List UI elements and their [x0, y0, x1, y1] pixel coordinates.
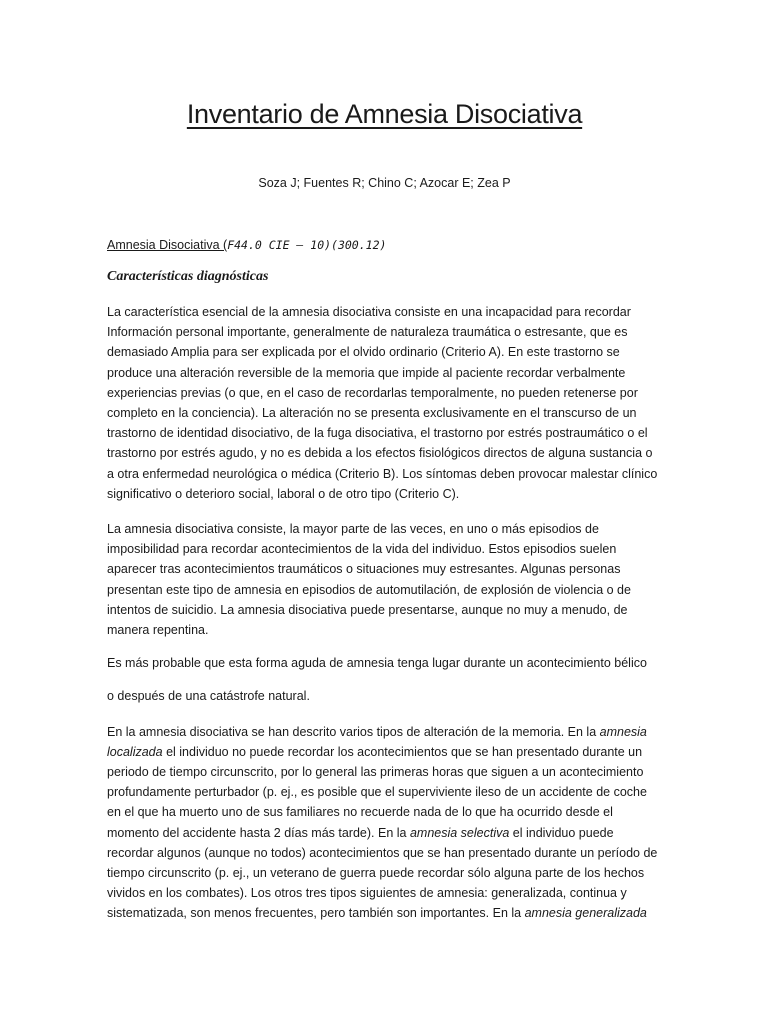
- p5-text-c: el individuo no puede recordar los acontecimientos que se han presentado durante un periodo de tiempo circunscrito, por lo general las primeras horas que siguen a un acontecimiento profundamente perturbador (p. ej., es posible que el superviviente ileso de un accidente de coche en el que ha muerto uno de sus familiares no recuerde nada de lo que ha ocurrido desde el momento del accidente hasta 2 días más tarde). En la: [107, 744, 647, 840]
- paragraph-4: o después de una catástrofe natural.: [107, 689, 310, 704]
- p5-text-a: En la amnesia disociativa se han descrito varios tipos de alteración de la memoria. En la: [107, 724, 600, 739]
- subheading: Características diagnósticas: [107, 269, 269, 284]
- paragraph-5: [107, 722, 662, 924]
- p5-text-e: el individuo puede recordar algunos (aunque no todos) acontecimientos que se han presentado durante un período de tiempo circunscrito (p. ej., un veterano de guerra puede recordar sólo alguna parte de los hechos vividos en los combates). Los otros tres tipos siguientes de amnesia: generalizada, continua y sistematizada, son menos frecuentes, pero también son importantes. En la: [107, 825, 658, 921]
- section-heading: [107, 236, 662, 254]
- term-generalized-amnesia: amnesia generalizada: [524, 906, 647, 921]
- term-selective-amnesia: amnesia selectiva: [409, 825, 510, 840]
- paragraph-2: La amnesia disociativa consiste, la mayor parte de las veces, en uno o más episodios de imposibilidad para recordar acontecimientos de la vida del individuo. Estos episodios suelen aparecer tras acontecimientos traumáticos o situaciones muy estresantes. Algunas personas presentan este tipo de amnesia en episodios de automutilación, de explosión de violencia o de intentos de suicidio. La amnesia disociativa puede presentarse, aunque no muy a menudo, de manera repentina.: [107, 522, 631, 638]
- author-list: Soza J; Fuentes R; Chino C; Azocar E; Zea P: [258, 176, 511, 190]
- paragraph-3: Es más probable que esta forma aguda de amnesia tenga lugar durante un acontecimiento bélico: [107, 656, 647, 671]
- document-title: Inventario de Amnesia Disociativa: [186, 99, 583, 129]
- term-localized-amnesia: amnesia localizada: [107, 724, 647, 759]
- paragraph-1: La característica esencial de la amnesia disociativa consiste en una incapacidad para recordar Información personal importante, generalmente de naturaleza traumática o estresante, que es demasiado Amplia para ser explicada por el olvido ordinario (Criterio A). En este trastorno se produce una alteración reversible de la memoria que impide al paciente recordar verbalmente experiencias previas (o que, en el caso de recordarlas temporalmente, no pueden retenerse por completo en la conciencia). La alteración no se presenta exclusivamente en el transcurso de un trastorno de identidad disociativo, de la fuga disociativa, el trastorno por estrés postraumático o el trastorno por estrés agudo, y no es debida a los efectos fisiológicos directos de alguna sustancia o a otra enfermedad neurológica o médica (Criterio B). Los síntomas deben provocar malestar clínico significativo o deterioro social, laboral o de otro tipo (Criterio C).: [107, 305, 658, 501]
- section-code: F44.0 CIE – 10)(300.12): [227, 238, 387, 252]
- section-name: Amnesia Disociativa (: [107, 238, 228, 252]
